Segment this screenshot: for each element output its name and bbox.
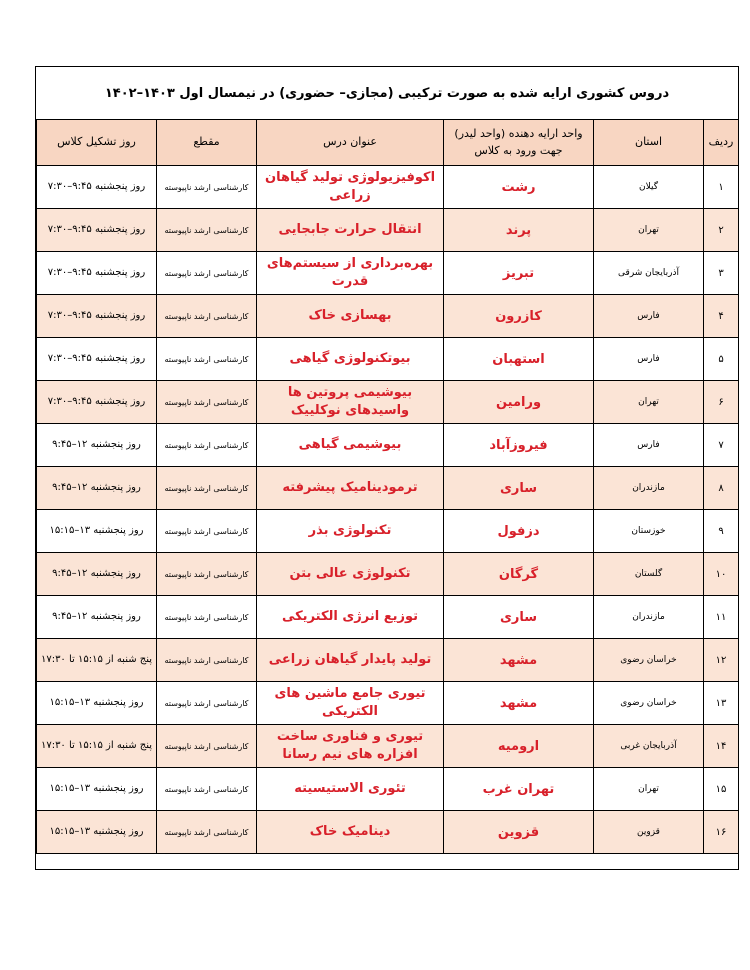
unit-city-cell: تبریز	[444, 252, 594, 295]
row-number: ۱۲	[704, 639, 739, 682]
province-cell: تهران	[594, 209, 704, 252]
province-cell: قزوین	[594, 811, 704, 854]
level-cell: کارشناسی ارشد ناپیوسته	[157, 510, 257, 553]
course-title-cell: ترمودینامیک پیشرفته	[257, 467, 444, 510]
courses-table	[36, 119, 739, 854]
level-cell: کارشناسی ارشد ناپیوسته	[157, 682, 257, 725]
level-cell: کارشناسی ارشد ناپیوسته	[157, 252, 257, 295]
course-title-cell: بیوشیمی گیاهی	[257, 424, 444, 467]
class-day-cell: روز پنجشنبه ۹:۴۵–۷:۳۰	[37, 338, 157, 381]
header-day: روز تشکیل کلاس	[37, 120, 157, 166]
table-row	[37, 811, 739, 854]
province-cell: فارس	[594, 295, 704, 338]
class-day-cell: پنج شنبه از ۱۵:۱۵ تا ۱۷:۳۰	[37, 725, 157, 768]
province-cell: گیلان	[594, 166, 704, 209]
province-cell: فارس	[594, 338, 704, 381]
unit-city-cell: مشهد	[444, 639, 594, 682]
class-day-cell: روز پنجشنبه ۹:۴۵–۷:۳۰	[37, 252, 157, 295]
unit-city-cell: رشت	[444, 166, 594, 209]
header-level: مقطع	[157, 120, 257, 166]
unit-city-cell: استهبان	[444, 338, 594, 381]
class-day-cell: روز پنجشنبه ۱۲–۹:۴۵	[37, 424, 157, 467]
level-cell: کارشناسی ارشد ناپیوسته	[157, 381, 257, 424]
level-cell: کارشناسی ارشد ناپیوسته	[157, 725, 257, 768]
course-title-cell: اکوفیزیولوژی تولید گیاهان زراعی	[257, 166, 444, 209]
table-row	[37, 596, 739, 639]
province-cell: مازندران	[594, 596, 704, 639]
course-title-cell: تیوری جامع ماشین های الکتریکی	[257, 682, 444, 725]
level-cell: کارشناسی ارشد ناپیوسته	[157, 768, 257, 811]
level-cell: کارشناسی ارشد ناپیوسته	[157, 166, 257, 209]
province-cell: آذربایجان غربی	[594, 725, 704, 768]
course-title-cell: توزیع انرژی الکتریکی	[257, 596, 444, 639]
province-cell: گلستان	[594, 553, 704, 596]
unit-city-cell: تهران غرب	[444, 768, 594, 811]
level-cell: کارشناسی ارشد ناپیوسته	[157, 295, 257, 338]
header-province: استان	[594, 120, 704, 166]
unit-city-cell: ساری	[444, 596, 594, 639]
level-cell: کارشناسی ارشد ناپیوسته	[157, 467, 257, 510]
unit-city-cell: قزوین	[444, 811, 594, 854]
class-day-cell: روز پنجشنبه ۱۲–۹:۴۵	[37, 467, 157, 510]
class-day-cell: روز پنجشنبه ۹:۴۵–۷:۳۰	[37, 381, 157, 424]
unit-city-cell: پرند	[444, 209, 594, 252]
table-row	[37, 381, 739, 424]
row-number: ۸	[704, 467, 739, 510]
unit-city-cell: دزفول	[444, 510, 594, 553]
header-num: ردیف	[704, 120, 739, 166]
province-cell: تهران	[594, 381, 704, 424]
unit-city-cell: فیروزآباد	[444, 424, 594, 467]
province-cell: مازندران	[594, 467, 704, 510]
table-row	[37, 510, 739, 553]
course-title-cell: بهسازی خاک	[257, 295, 444, 338]
class-day-cell: روز پنجشنبه ۱۳–۱۵:۱۵	[37, 811, 157, 854]
unit-city-cell: کازرون	[444, 295, 594, 338]
province-cell: خوزستان	[594, 510, 704, 553]
level-cell: کارشناسی ارشد ناپیوسته	[157, 338, 257, 381]
page-title: دروس کشوری ارایه شده به صورت ترکیبی (مجازی– حضوری) در نیمسال اول ۱۴۰۳–۱۴۰۲	[104, 85, 670, 101]
unit-city-cell: گرگان	[444, 553, 594, 596]
class-day-cell: روز پنجشنبه ۹:۴۵–۷:۳۰	[37, 166, 157, 209]
row-number: ۴	[704, 295, 739, 338]
province-cell: تهران	[594, 768, 704, 811]
province-cell: خراسان رضوی	[594, 639, 704, 682]
table-row	[37, 768, 739, 811]
province-cell: فارس	[594, 424, 704, 467]
course-title-cell: انتقال حرارت جابجایی	[257, 209, 444, 252]
course-title-cell: تکنولوژی بذر	[257, 510, 444, 553]
row-number: ۱۴	[704, 725, 739, 768]
unit-city-cell: مشهد	[444, 682, 594, 725]
class-day-cell: روز پنجشنبه ۱۳–۱۵:۱۵	[37, 510, 157, 553]
header-unit: واحد ارایه دهنده (واحد لیدر) جهت ورود به کلاس	[444, 120, 594, 166]
unit-city-cell: ورامین	[444, 381, 594, 424]
table-row	[37, 209, 739, 252]
level-cell: کارشناسی ارشد ناپیوسته	[157, 811, 257, 854]
row-number: ۲	[704, 209, 739, 252]
row-number: ۱۵	[704, 768, 739, 811]
document-frame	[35, 66, 739, 870]
row-number: ۳	[704, 252, 739, 295]
row-number: ۶	[704, 381, 739, 424]
table-header-row	[37, 120, 739, 166]
class-day-cell: روز پنجشنبه ۱۲–۹:۴۵	[37, 596, 157, 639]
table-row	[37, 725, 739, 768]
course-title-cell: بیوتکنولوژی گیاهی	[257, 338, 444, 381]
table-row	[37, 252, 739, 295]
row-number: ۱	[704, 166, 739, 209]
row-number: ۱۳	[704, 682, 739, 725]
row-number: ۹	[704, 510, 739, 553]
class-day-cell: روز پنجشنبه ۱۳–۱۵:۱۵	[37, 768, 157, 811]
level-cell: کارشناسی ارشد ناپیوسته	[157, 596, 257, 639]
level-cell: کارشناسی ارشد ناپیوسته	[157, 424, 257, 467]
unit-city-cell: ارومیه	[444, 725, 594, 768]
table-row	[37, 682, 739, 725]
course-title-cell: تولید پایدار گیاهان زراعی	[257, 639, 444, 682]
course-title-cell: تکنولوژی عالی بتن	[257, 553, 444, 596]
class-day-cell: روز پنجشنبه ۱۲–۹:۴۵	[37, 553, 157, 596]
table-row	[37, 295, 739, 338]
row-number: ۱۶	[704, 811, 739, 854]
province-cell: آذربایجان شرقی	[594, 252, 704, 295]
level-cell: کارشناسی ارشد ناپیوسته	[157, 209, 257, 252]
course-title-cell: تئوری الاستیسیته	[257, 768, 444, 811]
row-number: ۱۰	[704, 553, 739, 596]
course-title-cell: بهره‌برداری از سیستم‌های قدرت	[257, 252, 444, 295]
table-row	[37, 424, 739, 467]
table-row	[37, 553, 739, 596]
class-day-cell: پنج شنبه از ۱۵:۱۵ تا ۱۷:۳۰	[37, 639, 157, 682]
table-row	[37, 467, 739, 510]
course-title-cell: بیوشیمی پروتین ها واسیدهای نوکلییک	[257, 381, 444, 424]
course-title-cell: تیوری و فناوری ساخت افزاره های نیم رسانا	[257, 725, 444, 768]
unit-city-cell: ساری	[444, 467, 594, 510]
table-row	[37, 338, 739, 381]
level-cell: کارشناسی ارشد ناپیوسته	[157, 639, 257, 682]
class-day-cell: روز پنجشنبه ۱۳–۱۵:۱۵	[37, 682, 157, 725]
table-row	[37, 639, 739, 682]
class-day-cell: روز پنجشنبه ۹:۴۵–۷:۳۰	[37, 295, 157, 338]
class-day-cell: روز پنجشنبه ۹:۴۵–۷:۳۰	[37, 209, 157, 252]
level-cell: کارشناسی ارشد ناپیوسته	[157, 553, 257, 596]
header-course: عنوان درس	[257, 120, 444, 166]
row-number: ۱۱	[704, 596, 739, 639]
row-number: ۷	[704, 424, 739, 467]
course-title-cell: دینامیک خاک	[257, 811, 444, 854]
row-number: ۵	[704, 338, 739, 381]
table-row	[37, 166, 739, 209]
province-cell: خراسان رضوی	[594, 682, 704, 725]
